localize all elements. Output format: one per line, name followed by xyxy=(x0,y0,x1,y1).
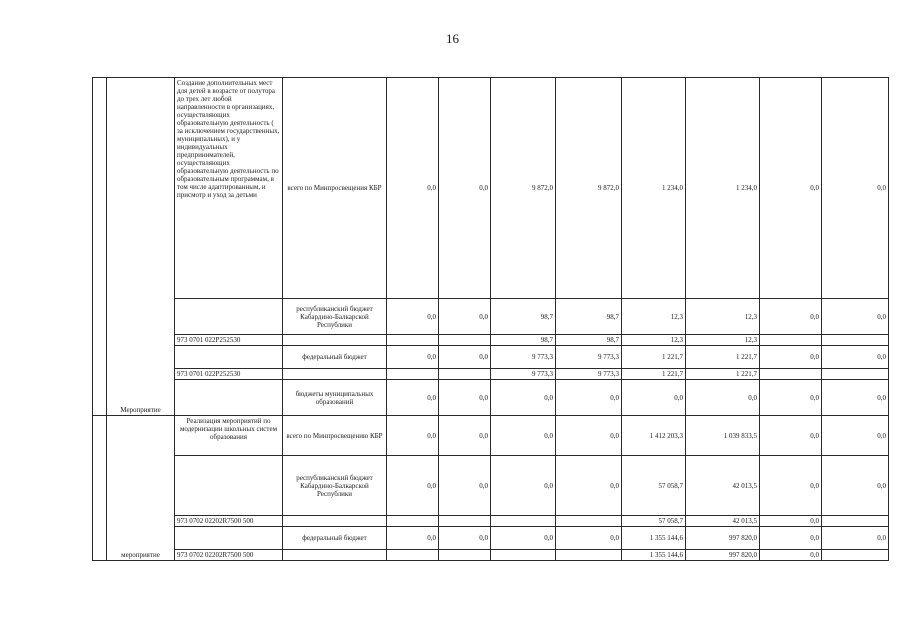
value-cell: 0,0 xyxy=(760,78,822,299)
value-cell: 0,0 xyxy=(387,380,439,416)
value-cell: 0,0 xyxy=(387,527,439,550)
value-cell: 0,0 xyxy=(760,299,822,335)
value-cell: 0,0 xyxy=(760,550,822,561)
value-cell: 0,0 xyxy=(491,380,556,416)
value-cell: 0,0 xyxy=(822,299,889,335)
table-row xyxy=(93,78,889,299)
value-cell: 57 058,7 xyxy=(622,516,686,527)
value-cell xyxy=(822,550,889,561)
table-row xyxy=(93,335,889,346)
value-cell: 57 058,7 xyxy=(622,456,686,516)
budget-code: 973 0702 02202R7500 500 xyxy=(175,550,283,561)
value-cell: 98,7 xyxy=(556,299,622,335)
table-row xyxy=(93,516,889,527)
value-cell: 9 773,3 xyxy=(491,369,556,380)
value-cell: 9 773,3 xyxy=(556,369,622,380)
table-row xyxy=(93,299,889,335)
empty-cell xyxy=(283,369,387,380)
value-cell: 12,3 xyxy=(686,299,760,335)
value-cell: 9 773,3 xyxy=(556,346,622,369)
empty-cell xyxy=(283,516,387,527)
table-row xyxy=(93,456,889,516)
value-cell: 0,0 xyxy=(760,527,822,550)
value-cell: 0,0 xyxy=(439,299,491,335)
value-cell: 0,0 xyxy=(387,299,439,335)
value-cell xyxy=(439,550,491,561)
table-row xyxy=(93,416,889,456)
funding-source: всего по Минпросвещения КБР xyxy=(283,78,387,299)
value-cell: 98,7 xyxy=(556,335,622,346)
budget-code: 973 0701 022P252530 xyxy=(175,369,283,380)
table-row xyxy=(93,346,889,369)
value-cell: 42 013,5 xyxy=(686,516,760,527)
value-cell: 0,0 xyxy=(822,78,889,299)
value-cell: 997 820,0 xyxy=(686,527,760,550)
value-cell: 0,0 xyxy=(760,456,822,516)
funding-source: республиканский бюджет Кабардино-Балкарской Республики xyxy=(283,456,387,516)
empty-cell xyxy=(175,456,283,516)
value-cell: 0,0 xyxy=(556,456,622,516)
table-row xyxy=(93,369,889,380)
value-cell: 12,3 xyxy=(622,299,686,335)
value-cell: 1 221,7 xyxy=(686,369,760,380)
value-cell: 0,0 xyxy=(439,416,491,456)
table-row xyxy=(93,527,889,550)
value-cell xyxy=(439,369,491,380)
value-cell: 0,0 xyxy=(387,346,439,369)
value-cell: 0,0 xyxy=(491,456,556,516)
value-cell: 1 221,7 xyxy=(686,346,760,369)
value-cell: 42 013,5 xyxy=(686,456,760,516)
budget-table xyxy=(92,77,889,561)
row-gutter xyxy=(93,78,107,416)
value-cell: 0,0 xyxy=(439,78,491,299)
page-number: 16 xyxy=(446,31,459,46)
value-cell xyxy=(439,516,491,527)
value-cell: 0,0 xyxy=(439,380,491,416)
value-cell: 0,0 xyxy=(439,456,491,516)
value-cell: 0,0 xyxy=(556,527,622,550)
table-row xyxy=(93,550,889,561)
value-cell: 0,0 xyxy=(760,416,822,456)
value-cell: 9 773,3 xyxy=(491,346,556,369)
value-cell: 0,0 xyxy=(439,346,491,369)
value-cell: 0,0 xyxy=(822,456,889,516)
value-cell xyxy=(387,369,439,380)
value-cell xyxy=(760,335,822,346)
value-cell: 1 221,7 xyxy=(622,346,686,369)
value-cell: 1 234,0 xyxy=(622,78,686,299)
budget-code: 973 0702 02202R7500 500 xyxy=(175,516,283,527)
value-cell xyxy=(387,516,439,527)
value-cell: 0,0 xyxy=(556,416,622,456)
funding-source: всего по Минпросвещению КБР xyxy=(283,416,387,456)
value-cell: 0,0 xyxy=(822,380,889,416)
value-cell xyxy=(822,369,889,380)
funding-source: федеральный бюджет xyxy=(283,527,387,550)
value-cell: 12,3 xyxy=(686,335,760,346)
value-cell: 0,0 xyxy=(387,78,439,299)
value-cell xyxy=(491,550,556,561)
value-cell: 0,0 xyxy=(686,380,760,416)
budget-code: 973 0701 022P252530 xyxy=(175,335,283,346)
row-gutter xyxy=(93,416,107,561)
value-cell: 1 355 144,6 xyxy=(622,527,686,550)
value-cell: 0,0 xyxy=(760,346,822,369)
value-cell xyxy=(822,516,889,527)
funding-source: федеральный бюджет xyxy=(283,346,387,369)
value-cell xyxy=(491,516,556,527)
value-cell: 98,7 xyxy=(491,335,556,346)
value-cell: 0,0 xyxy=(439,527,491,550)
value-cell: 997 820,0 xyxy=(686,550,760,561)
value-cell: 9 872,0 xyxy=(491,78,556,299)
value-cell: 0,0 xyxy=(760,380,822,416)
empty-cell xyxy=(283,335,387,346)
value-cell: 0,0 xyxy=(822,416,889,456)
value-cell: 0,0 xyxy=(491,416,556,456)
measure-name: Создание дополнительных мест для детей в возрасте от полутора до трех лет любой направленности в организациях, осуществляющих образовательную деятельность ( за исключением государственных, муниципальных), и у индивидуальных предпринимателей, осуществляющих образовательную деятельность по образовательным программам, в том числе адаптированным, и присмотр и уход за детьми xyxy=(175,78,283,299)
value-cell xyxy=(387,550,439,561)
value-cell: 98,7 xyxy=(491,299,556,335)
value-cell xyxy=(387,335,439,346)
value-cell: 0,0 xyxy=(556,380,622,416)
value-cell: 0,0 xyxy=(822,527,889,550)
empty-cell xyxy=(175,346,283,369)
empty-cell xyxy=(175,527,283,550)
value-cell: 0,0 xyxy=(760,516,822,527)
empty-cell xyxy=(175,299,283,335)
value-cell xyxy=(439,335,491,346)
value-cell: 1 221,7 xyxy=(622,369,686,380)
funding-source: бюджеты муниципальных образований xyxy=(283,380,387,416)
empty-cell xyxy=(175,380,283,416)
value-cell: 9 872,0 xyxy=(556,78,622,299)
funding-source: республиканский бюджет Кабардино-Балкарской Республики xyxy=(283,299,387,335)
value-cell: 1 412 203,3 xyxy=(622,416,686,456)
value-cell: 1 355 144,6 xyxy=(622,550,686,561)
value-cell xyxy=(822,335,889,346)
value-cell: 0,0 xyxy=(491,527,556,550)
value-cell: 0,0 xyxy=(387,416,439,456)
measure-name: Реализация мероприятий по модернизации школьных систем образования xyxy=(175,416,283,456)
empty-cell xyxy=(283,550,387,561)
measure-type-label: мероприятие xyxy=(107,416,175,561)
value-cell: 0,0 xyxy=(387,456,439,516)
value-cell: 0,0 xyxy=(622,380,686,416)
value-cell xyxy=(556,550,622,561)
value-cell xyxy=(760,369,822,380)
table-row xyxy=(93,380,889,416)
value-cell xyxy=(556,516,622,527)
value-cell: 1 234,0 xyxy=(686,78,760,299)
value-cell: 12,3 xyxy=(622,335,686,346)
value-cell: 0,0 xyxy=(822,346,889,369)
measure-type-label: Мероприятие xyxy=(107,78,175,416)
value-cell: 1 039 833,5 xyxy=(686,416,760,456)
